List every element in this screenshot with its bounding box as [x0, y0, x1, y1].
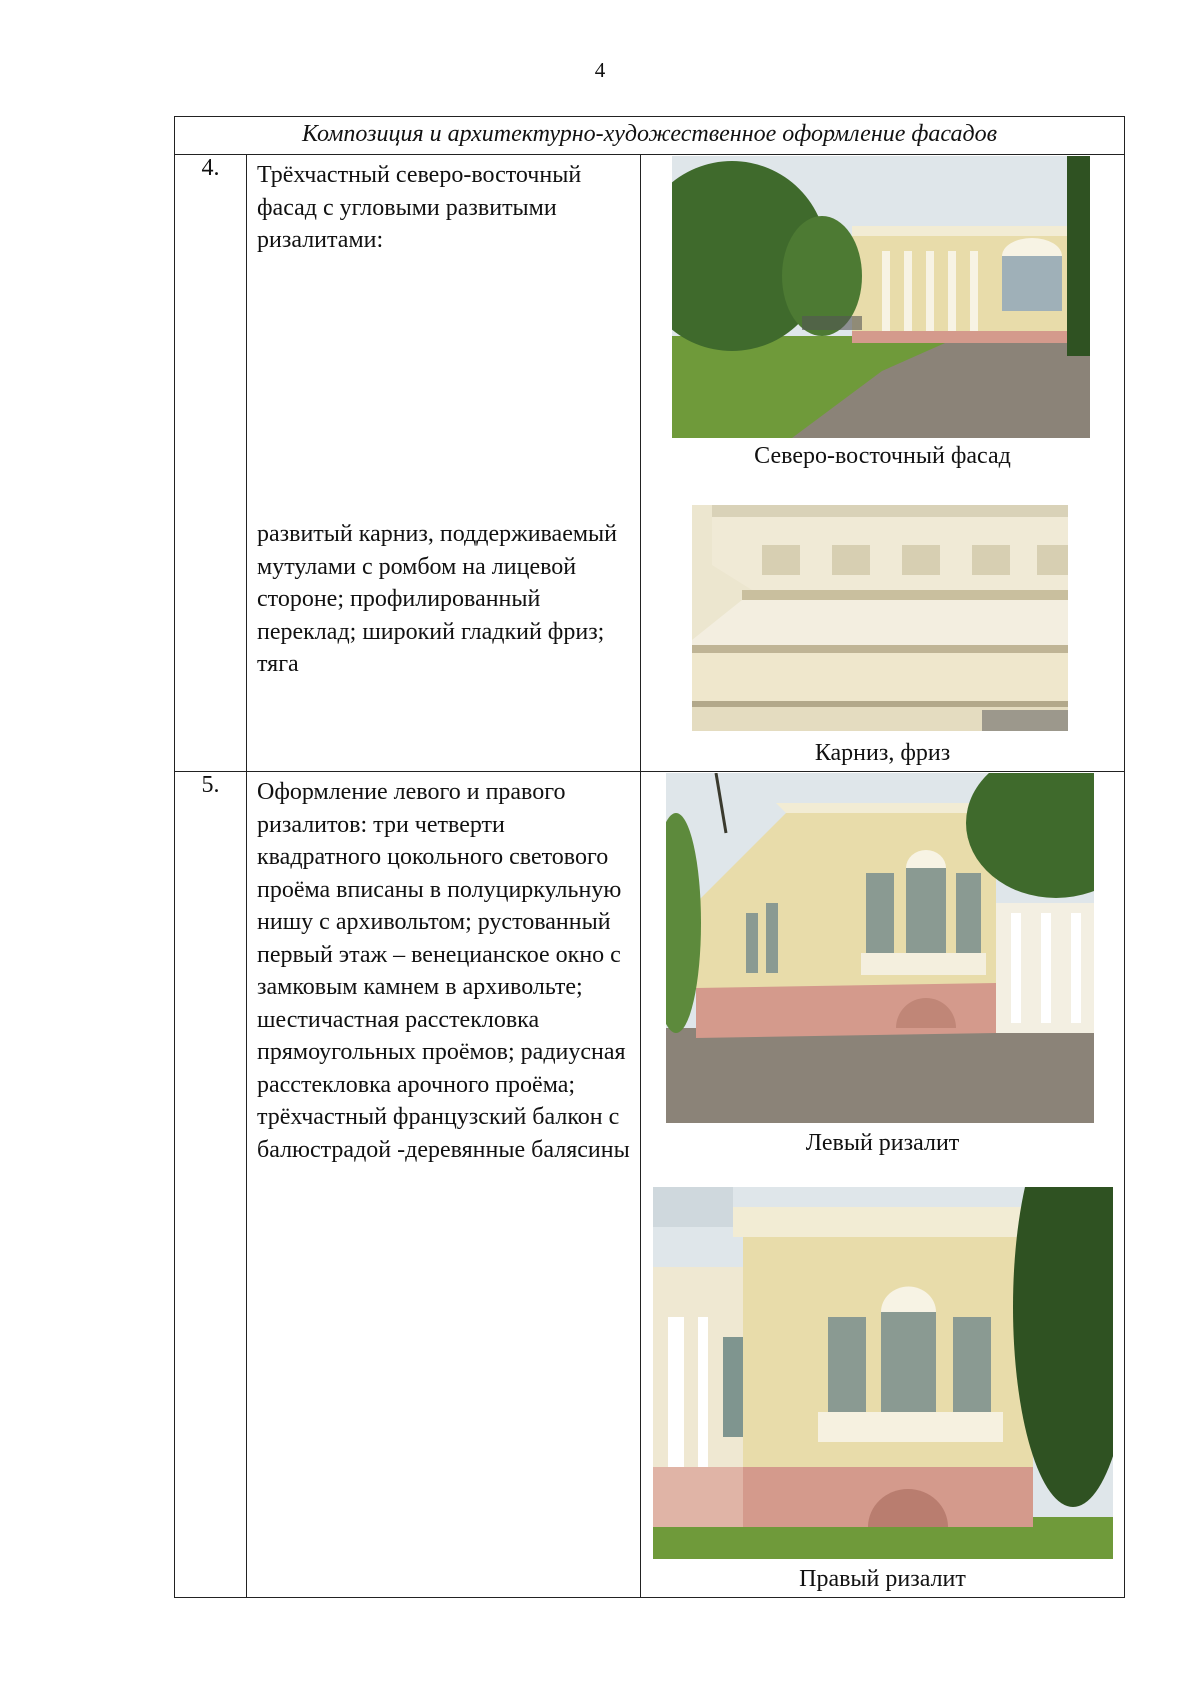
cornice-frieze-photo — [692, 505, 1068, 731]
right-risalit-caption: Правый ризалит — [799, 1566, 966, 1592]
north-east-facade-photo — [672, 156, 1090, 438]
right-risalit-photo — [653, 1187, 1113, 1559]
page-number: 4 — [594, 58, 606, 82]
left-risalit-photo — [666, 773, 1094, 1123]
cornice-frieze-caption: Карниз, фриз — [814, 740, 951, 766]
north-east-facade-caption: Северо-восточный фасад — [754, 443, 1011, 469]
row-description — [247, 772, 641, 1598]
row-number: 4. — [175, 155, 247, 772]
row-photos — [641, 155, 1125, 772]
facade-description: Трёхчастный северо-восточный фасад с угловыми развитыми ризалитами: — [257, 162, 582, 253]
section-header: Композиция и архитектурно-художественное оформление фасадов — [175, 117, 1125, 155]
architecture-table — [174, 116, 1125, 1598]
left-risalit-caption: Левый ризалит — [805, 1130, 960, 1156]
table-row — [175, 772, 1125, 1598]
risalit-description: Оформление левого и правого ризалитов: три четверти квадратного цокольного светового проёма вписаны в полуциркульную нишу с архивольтом; рустованный первый этаж – венецианское окно с замковым камнем в архивольте; шестичастная расстекловка прямоугольных проёмов; радиусная расстекловка арочного проёма; трёхчастный французский балкон с балюстрадой -деревянные балясины — [257, 779, 630, 1163]
table-row — [175, 155, 1125, 772]
cornice-description: развитый карниз, поддерживаемый мутулами с ромбом на лицевой стороне; профилированный переклад; широкий гладкий фриз; тяга — [257, 521, 618, 677]
row-number: 5. — [175, 772, 247, 1598]
row-description — [247, 155, 641, 772]
row-photos — [641, 772, 1125, 1598]
